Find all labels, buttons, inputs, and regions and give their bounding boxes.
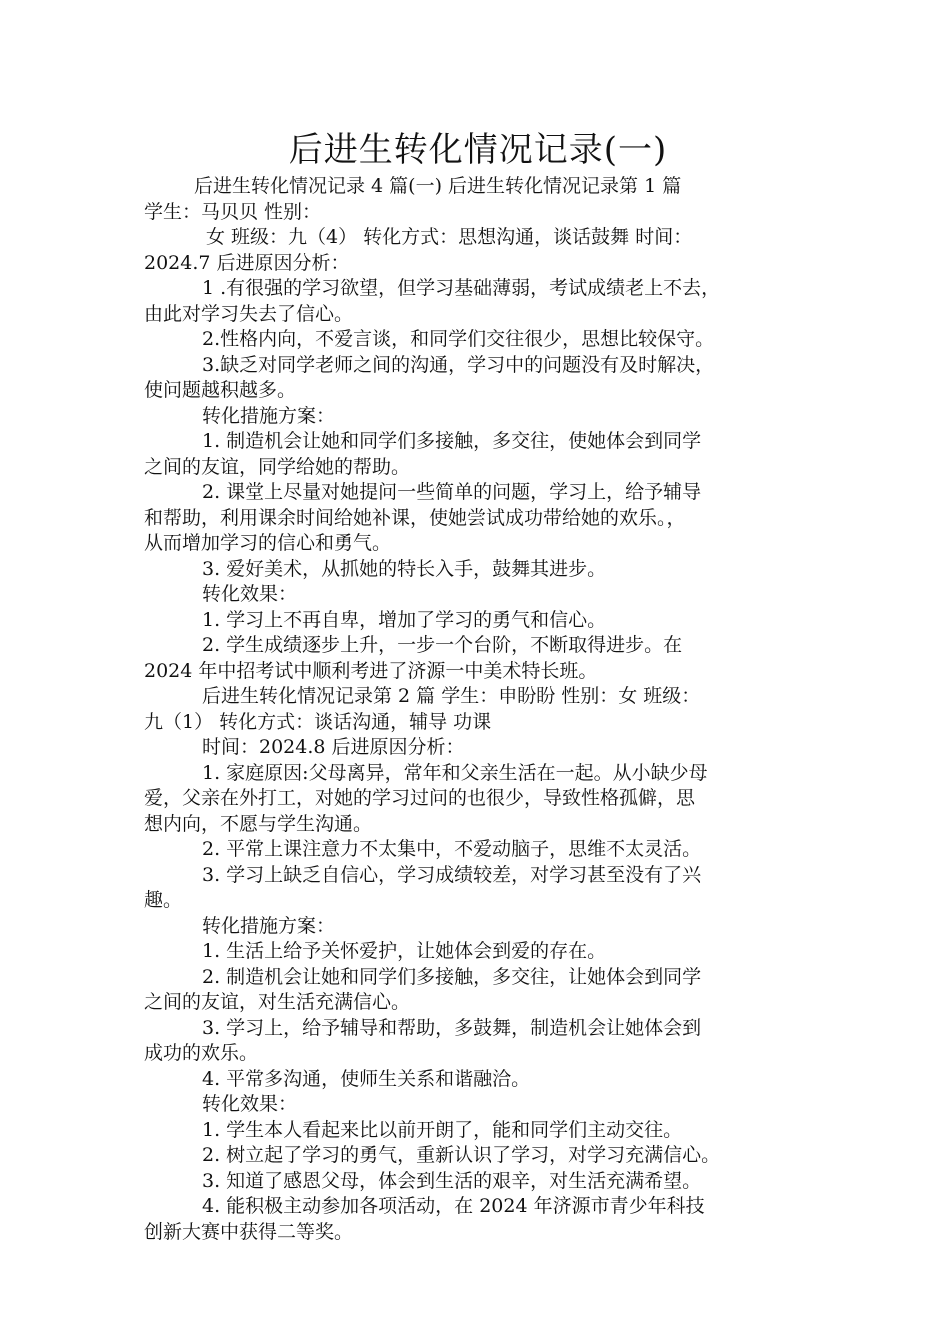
text-line: 3. 学习上，给予辅导和帮助，多鼓舞，制造机会让她体会到 — [202, 1016, 702, 1039]
text-line: 之间的友谊，同学给她的帮助。 — [144, 455, 411, 478]
text-line: 九（1） 转化方式：谈话沟通，辅导 功课 — [144, 710, 492, 733]
text-line: 1. 家庭原因:父母离异，常年和父亲生活在一起。从小缺少母 — [202, 761, 708, 784]
document-page — [144, 128, 812, 1245]
text-line: 2024.7 后进原因分析： — [144, 251, 350, 274]
text-line: 后进生转化情况记录 4 篇(一) 后进生转化情况记录第 1 篇 — [194, 175, 682, 197]
text-line: 1. 生活上给予关怀爱护，让她体会到爱的存在。 — [202, 940, 607, 962]
text-line: 时间：2024.8 后进原因分析： — [202, 736, 465, 758]
text-line: 3. 知道了感恩父母，体会到生活的艰辛，对生活充满希望。 — [202, 1169, 702, 1192]
text-line: 转化措施方案： — [202, 914, 336, 937]
text-line: 爱，父亲在外打工，对她的学习过问的也很少，导致性格孤僻，思 — [144, 787, 696, 809]
text-line: 1. 制造机会让她和同学们多接触，多交往，使她体会到同学 — [202, 430, 702, 452]
text-line: 女 班级：九（4） 转化方式：思想沟通，谈话鼓舞 时间： — [206, 226, 693, 248]
text-line: 2. 课堂上尽量对她提问一些简单的问题，学习上，给予辅导 — [202, 481, 702, 503]
document-body — [144, 174, 812, 1245]
text-line: 2. 树立起了学习的勇气，重新认识了学习，对学习充满信心。 — [202, 1144, 721, 1166]
text-line: 3.缺乏对同学老师之间的沟通，学习中的问题没有及时解决， — [202, 353, 715, 376]
text-line: 1. 学生本人看起来比以前开朗了，能和同学们主动交往。 — [202, 1118, 683, 1141]
text-line: 转化效果： — [202, 583, 298, 605]
text-line: 2.性格内向，不爱言谈，和同学们交往很少，思想比较保守。 — [202, 328, 715, 350]
text-line: 1. 学习上不再自卑，增加了学习的勇气和信心。 — [202, 608, 607, 631]
text-line: 3. 爱好美术，从抓她的特长入手，鼓舞其进步。 — [202, 557, 607, 580]
text-line: 2. 平常上课注意力不太集中，不爱动脑子，思维不太灵活。 — [202, 838, 702, 860]
document-title: 后进生转化情况记录(一) — [288, 130, 668, 170]
text-line: 使问题越积越多。 — [144, 379, 297, 401]
text-line: 1 .有很强的学习欲望，但学习基础薄弱，考试成绩老上不去， — [202, 277, 721, 299]
text-line: 后进生转化情况记录第 2 篇 学生：申盼盼 性别：女 班级： — [202, 685, 701, 707]
text-line: 创新大赛中获得二等奖。 — [144, 1220, 354, 1243]
text-line: 转化措施方案： — [202, 404, 336, 427]
text-line: 和帮助，利用课余时间给她补课，使她尝试成功带给她的欢乐。， — [144, 506, 686, 529]
text-line: 学生：马贝贝 性别： — [144, 200, 322, 223]
text-line: 3. 学习上缺乏自信心，学习成绩较差，对学习甚至没有了兴 — [202, 863, 702, 886]
text-line: 2. 学生成绩逐步上升，一步一个台阶，不断取得进步。在 — [202, 634, 683, 656]
text-line: 从而增加学习的信心和勇气。 — [144, 532, 392, 554]
text-line: 之间的友谊，对生活充满信心。 — [144, 991, 411, 1013]
text-line: 趣。 — [144, 889, 183, 911]
text-line: 4. 能积极主动参加各项活动，在 2024 年济源市青少年科技 — [202, 1195, 705, 1217]
text-line: 4. 平常多沟通，使师生关系和谐融洽。 — [202, 1067, 531, 1090]
text-line: 转化效果： — [202, 1093, 298, 1115]
text-line: 2024 年中招考试中顺利考进了济源一中美术特长班。 — [144, 659, 598, 682]
text-line: 2. 制造机会让她和同学们多接触，多交往，让她体会到同学 — [202, 965, 702, 988]
text-line: 成功的欢乐。 — [144, 1042, 259, 1064]
text-line: 由此对学习失去了信心。 — [144, 302, 354, 325]
text-line: 想内向，不愿与学生沟通。 — [144, 812, 373, 835]
